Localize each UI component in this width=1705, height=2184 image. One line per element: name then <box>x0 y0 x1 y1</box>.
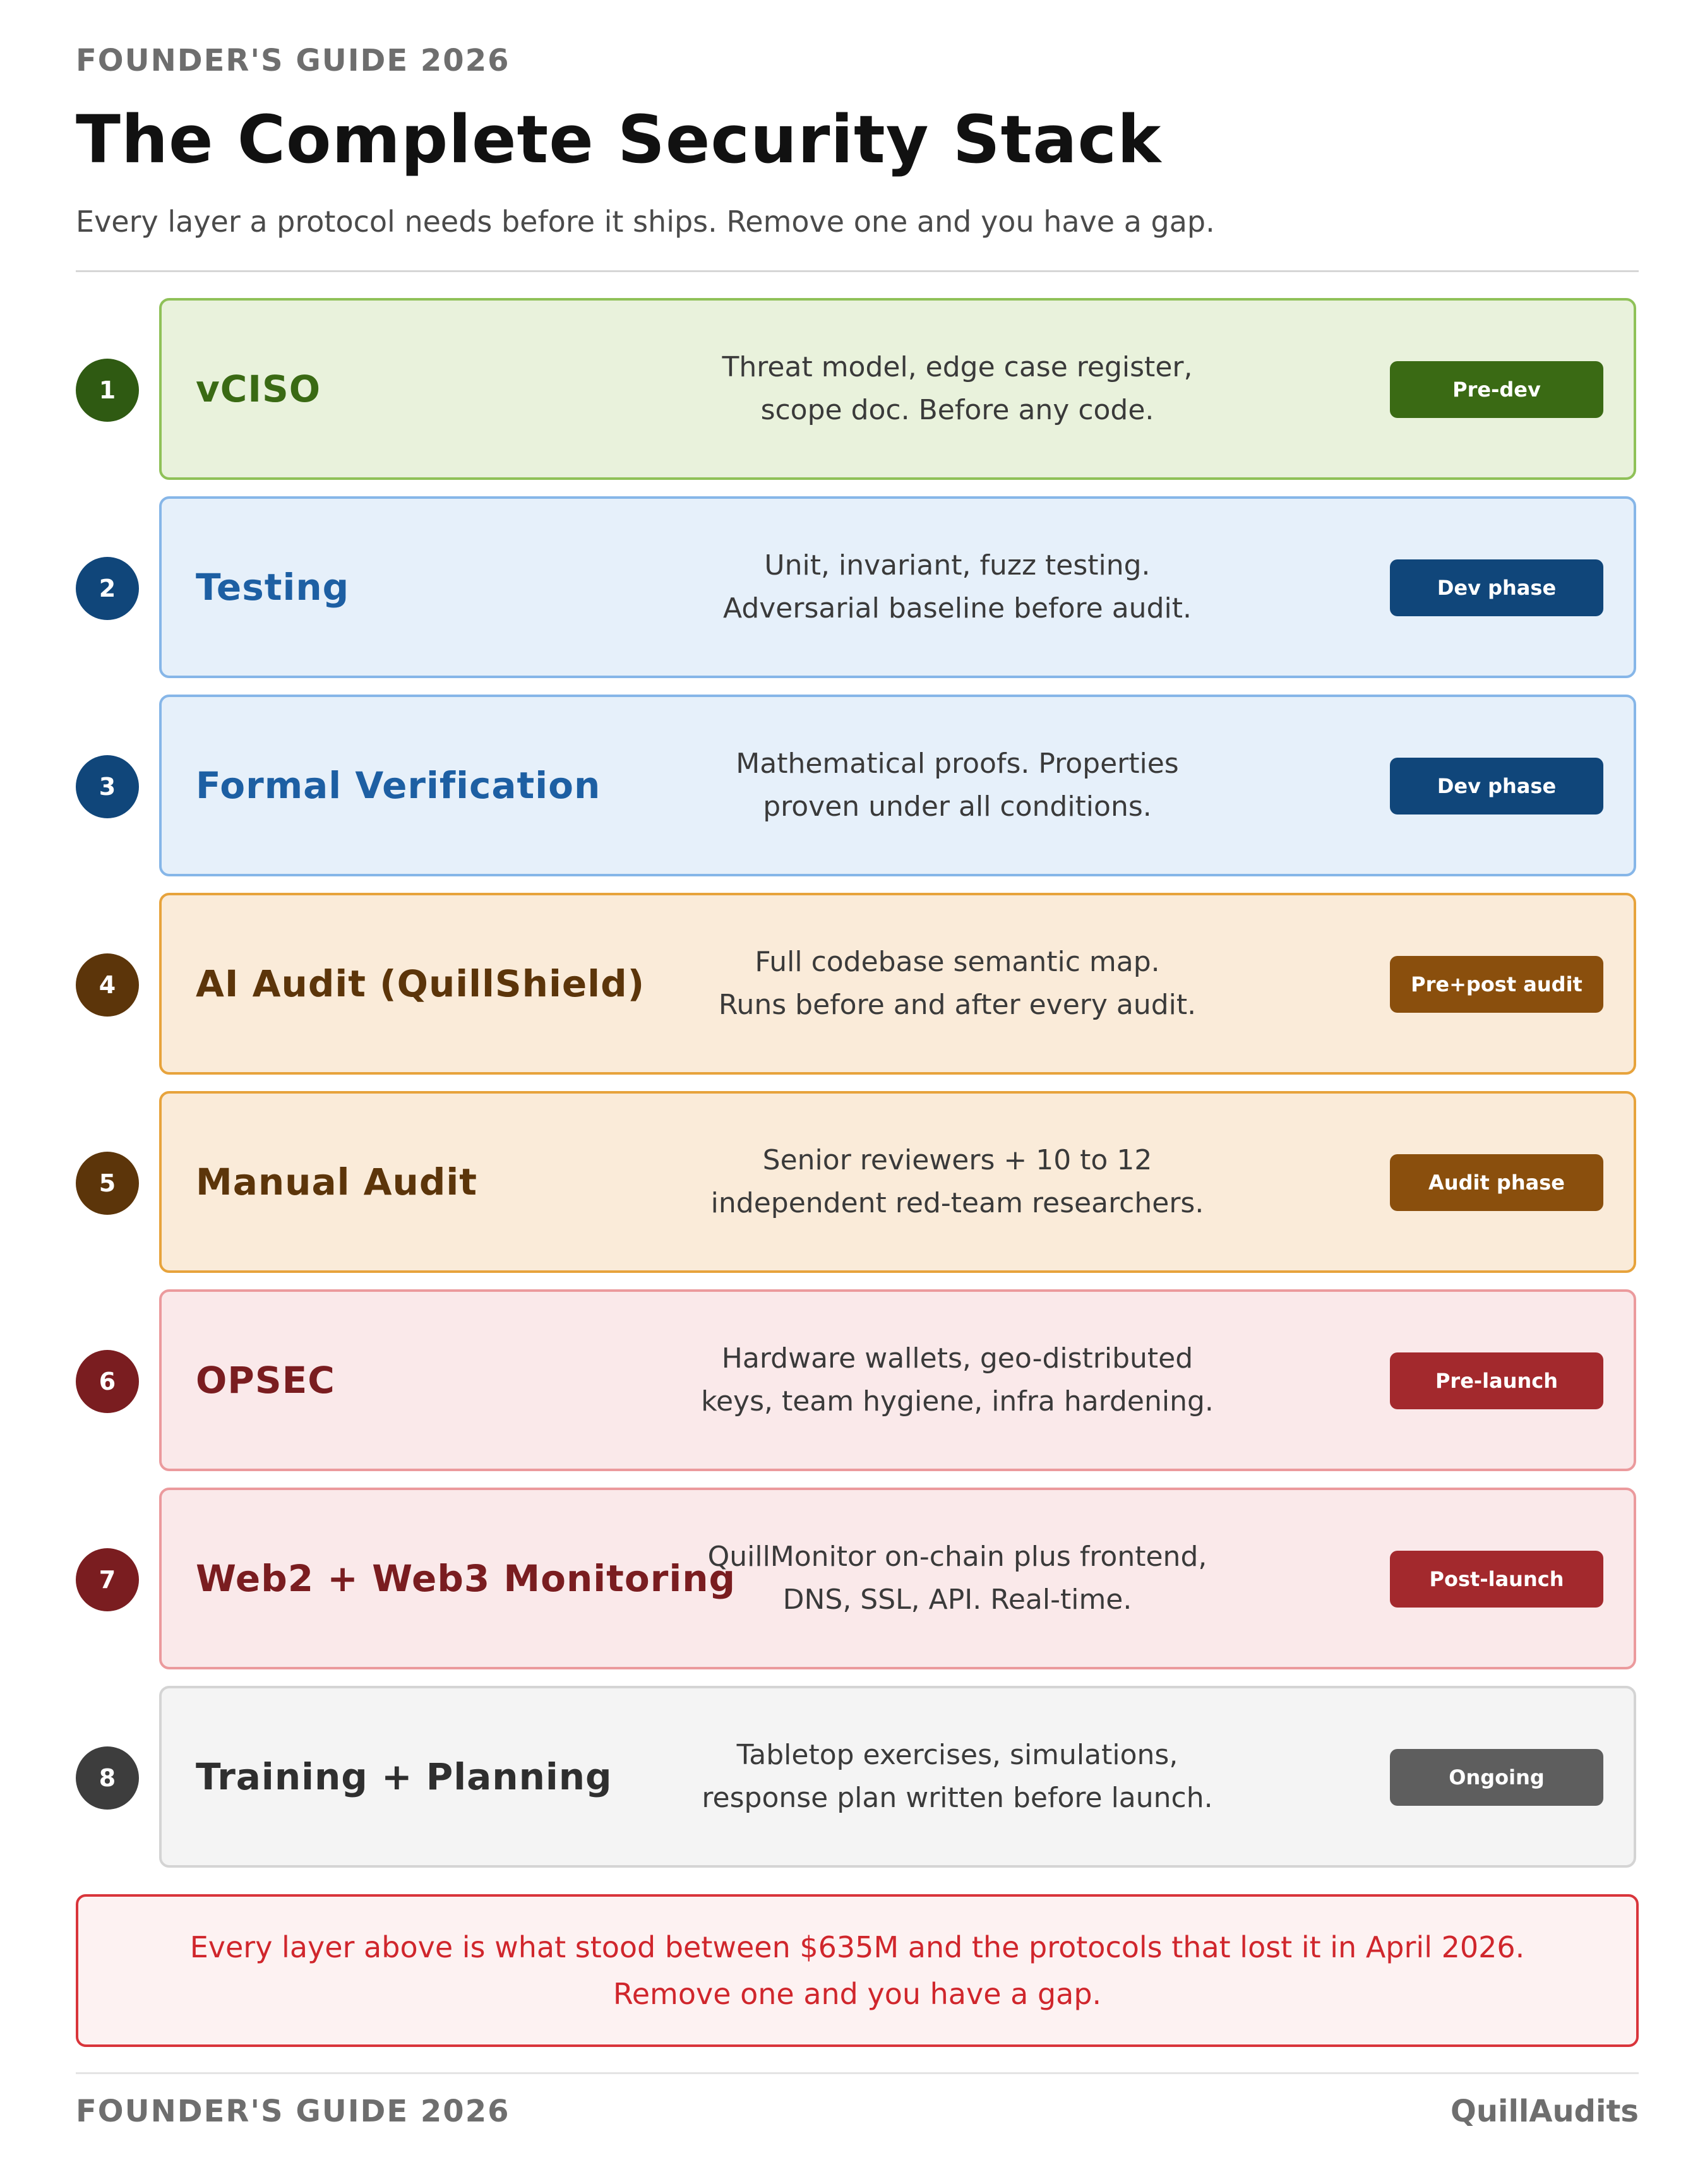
layer-description-line: independent red-team researchers. <box>710 1187 1204 1219</box>
layer-description <box>667 1688 1248 1865</box>
layer-number-badge: 6 <box>76 1350 139 1413</box>
layer-description-line: scope doc. Before any code. <box>760 394 1154 426</box>
layer-card <box>159 1488 1636 1669</box>
layer-row <box>76 893 1639 1077</box>
layer-card <box>159 496 1636 678</box>
page <box>76 0 1639 2184</box>
layer-number-badge: 1 <box>76 359 139 422</box>
layer-name: vCISO <box>196 367 321 410</box>
layer-row <box>76 695 1639 879</box>
layer-number-badge: 4 <box>76 953 139 1017</box>
layer-number-badge: 5 <box>76 1152 139 1215</box>
layer-description-line: Full codebase semantic map. <box>755 946 1160 978</box>
layer-name: Web2 + Web3 Monitoring <box>196 1557 736 1600</box>
layer-name: Testing <box>196 566 350 609</box>
page-subtitle: Every layer a protocol needs before it ships. Remove one and you have a gap. <box>76 205 1215 239</box>
warning-callout <box>76 1894 1639 2047</box>
layer-description <box>667 697 1248 874</box>
page-title: The Complete Security Stack <box>76 101 1162 178</box>
layer-description-line: Threat model, edge case register, <box>722 351 1193 383</box>
phase-badge: Audit phase <box>1390 1154 1603 1211</box>
layer-description-line: QuillMonitor on-chain plus frontend, <box>707 1541 1207 1573</box>
layer-description-line: Hardware wallets, geo-distributed <box>721 1342 1194 1375</box>
layer-number-badge: 3 <box>76 755 139 818</box>
layer-number-badge: 8 <box>76 1746 139 1810</box>
layer-name: Training + Planning <box>196 1755 613 1798</box>
layer-row <box>76 1289 1639 1474</box>
footer-label: FOUNDER'S GUIDE 2026 <box>76 2094 510 2129</box>
layer-description-line: Tabletop exercises, simulations, <box>736 1739 1178 1771</box>
layer-card <box>159 1289 1636 1471</box>
phase-badge: Ongoing <box>1390 1749 1603 1806</box>
layer-description <box>667 895 1248 1072</box>
layer-card <box>159 298 1636 480</box>
callout-line: Every layer above is what stood between $635M and the protocols that lost it in April 2026. <box>189 1930 1525 1964</box>
layer-description-line: Senior reviewers + 10 to 12 <box>762 1144 1152 1176</box>
layer-card <box>159 695 1636 876</box>
phase-badge: Pre+post audit <box>1390 956 1603 1013</box>
layer-description-line: Unit, invariant, fuzz testing. <box>764 549 1151 582</box>
layer-description <box>667 1490 1248 1667</box>
layer-description-line: Mathematical proofs. Properties <box>736 748 1179 780</box>
layer-number-badge: 2 <box>76 557 139 620</box>
header-divider <box>76 270 1639 272</box>
layer-row <box>76 298 1639 482</box>
phase-badge: Pre-dev <box>1390 361 1603 418</box>
layer-card <box>159 1091 1636 1273</box>
layer-description <box>667 1094 1248 1270</box>
footer-divider <box>76 2072 1639 2074</box>
layer-name: Formal Verification <box>196 764 601 807</box>
layer-card <box>159 893 1636 1075</box>
layer-description-line: keys, team hygiene, infra hardening. <box>701 1385 1214 1417</box>
layer-row <box>76 1091 1639 1275</box>
layer-card <box>159 1686 1636 1868</box>
phase-badge: Dev phase <box>1390 559 1603 616</box>
layer-name: AI Audit (QuillShield) <box>196 962 645 1005</box>
layer-description <box>667 1292 1248 1469</box>
phase-badge: Post-launch <box>1390 1551 1603 1608</box>
callout-line: Remove one and you have a gap. <box>613 1977 1102 2011</box>
layer-number-badge: 7 <box>76 1548 139 1611</box>
layer-description-line: Runs before and after every audit. <box>718 989 1197 1021</box>
layer-row <box>76 1488 1639 1672</box>
layer-description-line: response plan written before launch. <box>702 1782 1213 1814</box>
layer-description <box>667 301 1248 477</box>
layer-row <box>76 496 1639 681</box>
footer-brand: QuillAudits <box>1451 2094 1639 2129</box>
phase-badge: Pre-launch <box>1390 1352 1603 1409</box>
layer-description-line: proven under all conditions. <box>763 791 1152 823</box>
layer-name: OPSEC <box>196 1359 335 1402</box>
eyebrow-label: FOUNDER'S GUIDE 2026 <box>76 43 510 78</box>
phase-badge: Dev phase <box>1390 758 1603 815</box>
layer-row <box>76 1686 1639 1870</box>
layer-name: Manual Audit <box>196 1161 477 1203</box>
layer-description-line: DNS, SSL, API. Real-time. <box>782 1584 1132 1616</box>
layer-description-line: Adversarial baseline before audit. <box>723 592 1192 624</box>
layer-description <box>667 499 1248 676</box>
